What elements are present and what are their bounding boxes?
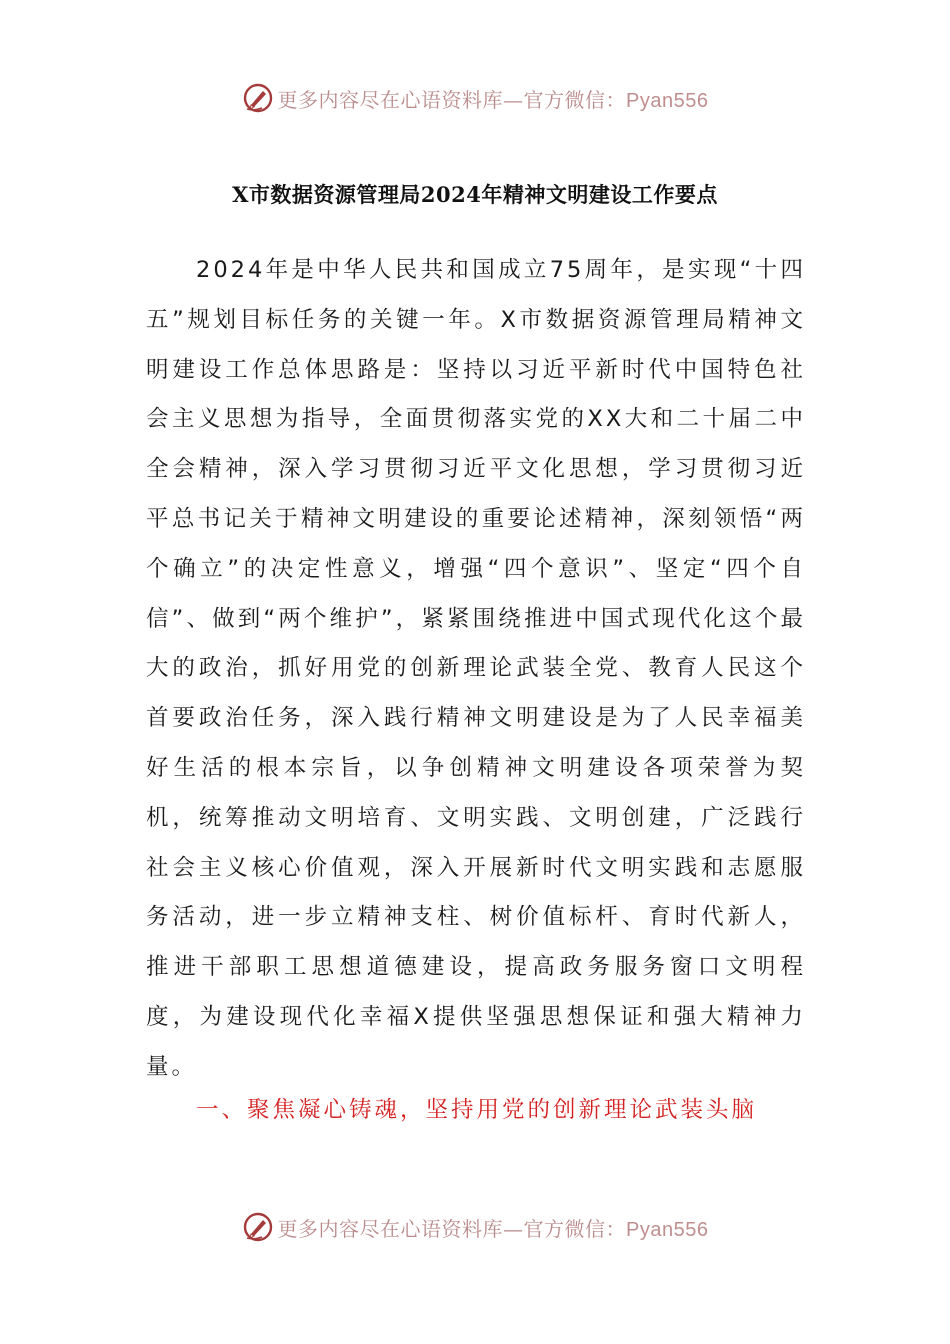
footer-banner-text: [278, 1213, 709, 1242]
header-wechat-id: Pyan556: [626, 89, 709, 112]
header-banner: [0, 82, 950, 114]
header-banner-label: 更多内容尽在心语资料库—官方微信：: [277, 87, 627, 112]
pen-logo-icon: [242, 82, 274, 114]
footer-banner-label: 更多内容尽在心语资料库—官方微信：: [277, 1216, 627, 1241]
intro-paragraph: 2024年是中华人民共和国成立75周年，是实现“十四五”规划目标任务的关键一年。X市数据资源管理局精神文明建设工作总体思路是：坚持以习近平新时代中国特色社会主义思想为指导，全面贯彻落实党的XX大和二十届二中全会精神，深入学习贯彻习近平文化思想，学习贯彻习近平总书记关于精神文明建设的重要论述精神，深刻领悟“两个确立”的决定性意义，增强“四个意识”、坚定“四个自信”、做到“两个维护”，紧紧围绕推进中国式现代化这个最大的政治，抓好用党的创新理论武装全党、教育人民这个首要政治任务，深入践行精神文明建设是为了人民幸福美好生活的根本宗旨，以争创精神文明建设各项荣誉为契机，统筹推动文明培育、文明实践、文明创建，广泛践行社会主义核心价值观，深入开展新时代文明实践和志愿服务活动，进一步立精神支柱、树价值标杆、育时代新人，推进干部职工思想道德建设，提高政务服务窗口文明程度，为建设现代化幸福X提供坚强思想保证和强大精神力量。: [146, 257, 806, 1080]
footer-banner: [0, 1211, 950, 1243]
document-title: X市数据资源管理局2024年精神文明建设工作要点: [232, 182, 718, 207]
header-banner-text: [278, 84, 709, 113]
section-1-heading: 一、聚焦凝心铸魂，坚持用党的创新理论武装头脑: [196, 1097, 758, 1123]
pen-logo-icon: [242, 1211, 274, 1243]
footer-wechat-id: Pyan556: [626, 1218, 709, 1241]
